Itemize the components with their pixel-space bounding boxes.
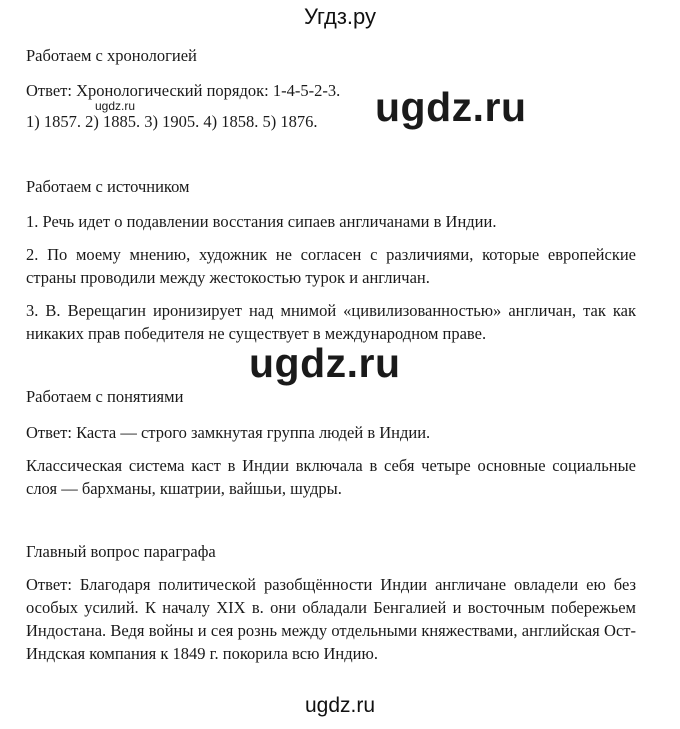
chronology-dates: 1) 1857. 2) 1885. 3) 1905. 4) 1858. 5) 1876.: [26, 112, 318, 131]
concepts-answer: Ответ: Каста — строго замкнутая группа людей в Индии.: [26, 423, 431, 442]
concepts-paragraph: Классическая система каст в Индии включала в себя четыре основные социальные слоя — бархманы, кшатрии, вайшьи, шудры.: [26, 456, 636, 498]
watermark-small: ugdz.ru: [95, 99, 136, 113]
main-question-heading: Главный вопрос параграфа: [26, 542, 216, 561]
concepts-heading: Работаем с понятиями: [26, 387, 184, 406]
source-paragraph-3: 3. В. Верещагин иронизирует над мнимой «цивилизованностью» англичан, так как никаких прав победителя не существует в международном праве.: [26, 301, 636, 343]
source-paragraph-1: 1. Речь идет о подавлении восстания сипаев англичанами в Индии.: [26, 212, 497, 231]
site-header: Угдз.ру: [303, 4, 377, 29]
chronology-answer: Ответ: Хронологический порядок: 1-4-5-2-3.: [26, 81, 341, 100]
chronology-heading: Работаем с хронологией: [26, 46, 197, 65]
watermark-middle: ugdz.ru: [249, 340, 401, 386]
source-paragraph-2: 2. По моему мнению, художник не согласен с различиями, которые европейские страны проводили между жестокостью турок и англичан.: [26, 245, 636, 287]
main-question-answer: Ответ: Благодаря политической разобщённости Индии англичане овладели ею без особых усилий. К началу XIX в. они обладали Бенгалией и восточным побережьем Индостана. Ведя войны и сея рознь между отдельными княжествами, английская Ост-Индская компания к 1849 г. покорила всю Индию.: [26, 575, 636, 663]
site-footer: ugdz.ru: [304, 694, 376, 717]
source-heading: Работаем с источником: [26, 177, 190, 196]
watermark-top: ugdz.ru: [375, 84, 527, 130]
